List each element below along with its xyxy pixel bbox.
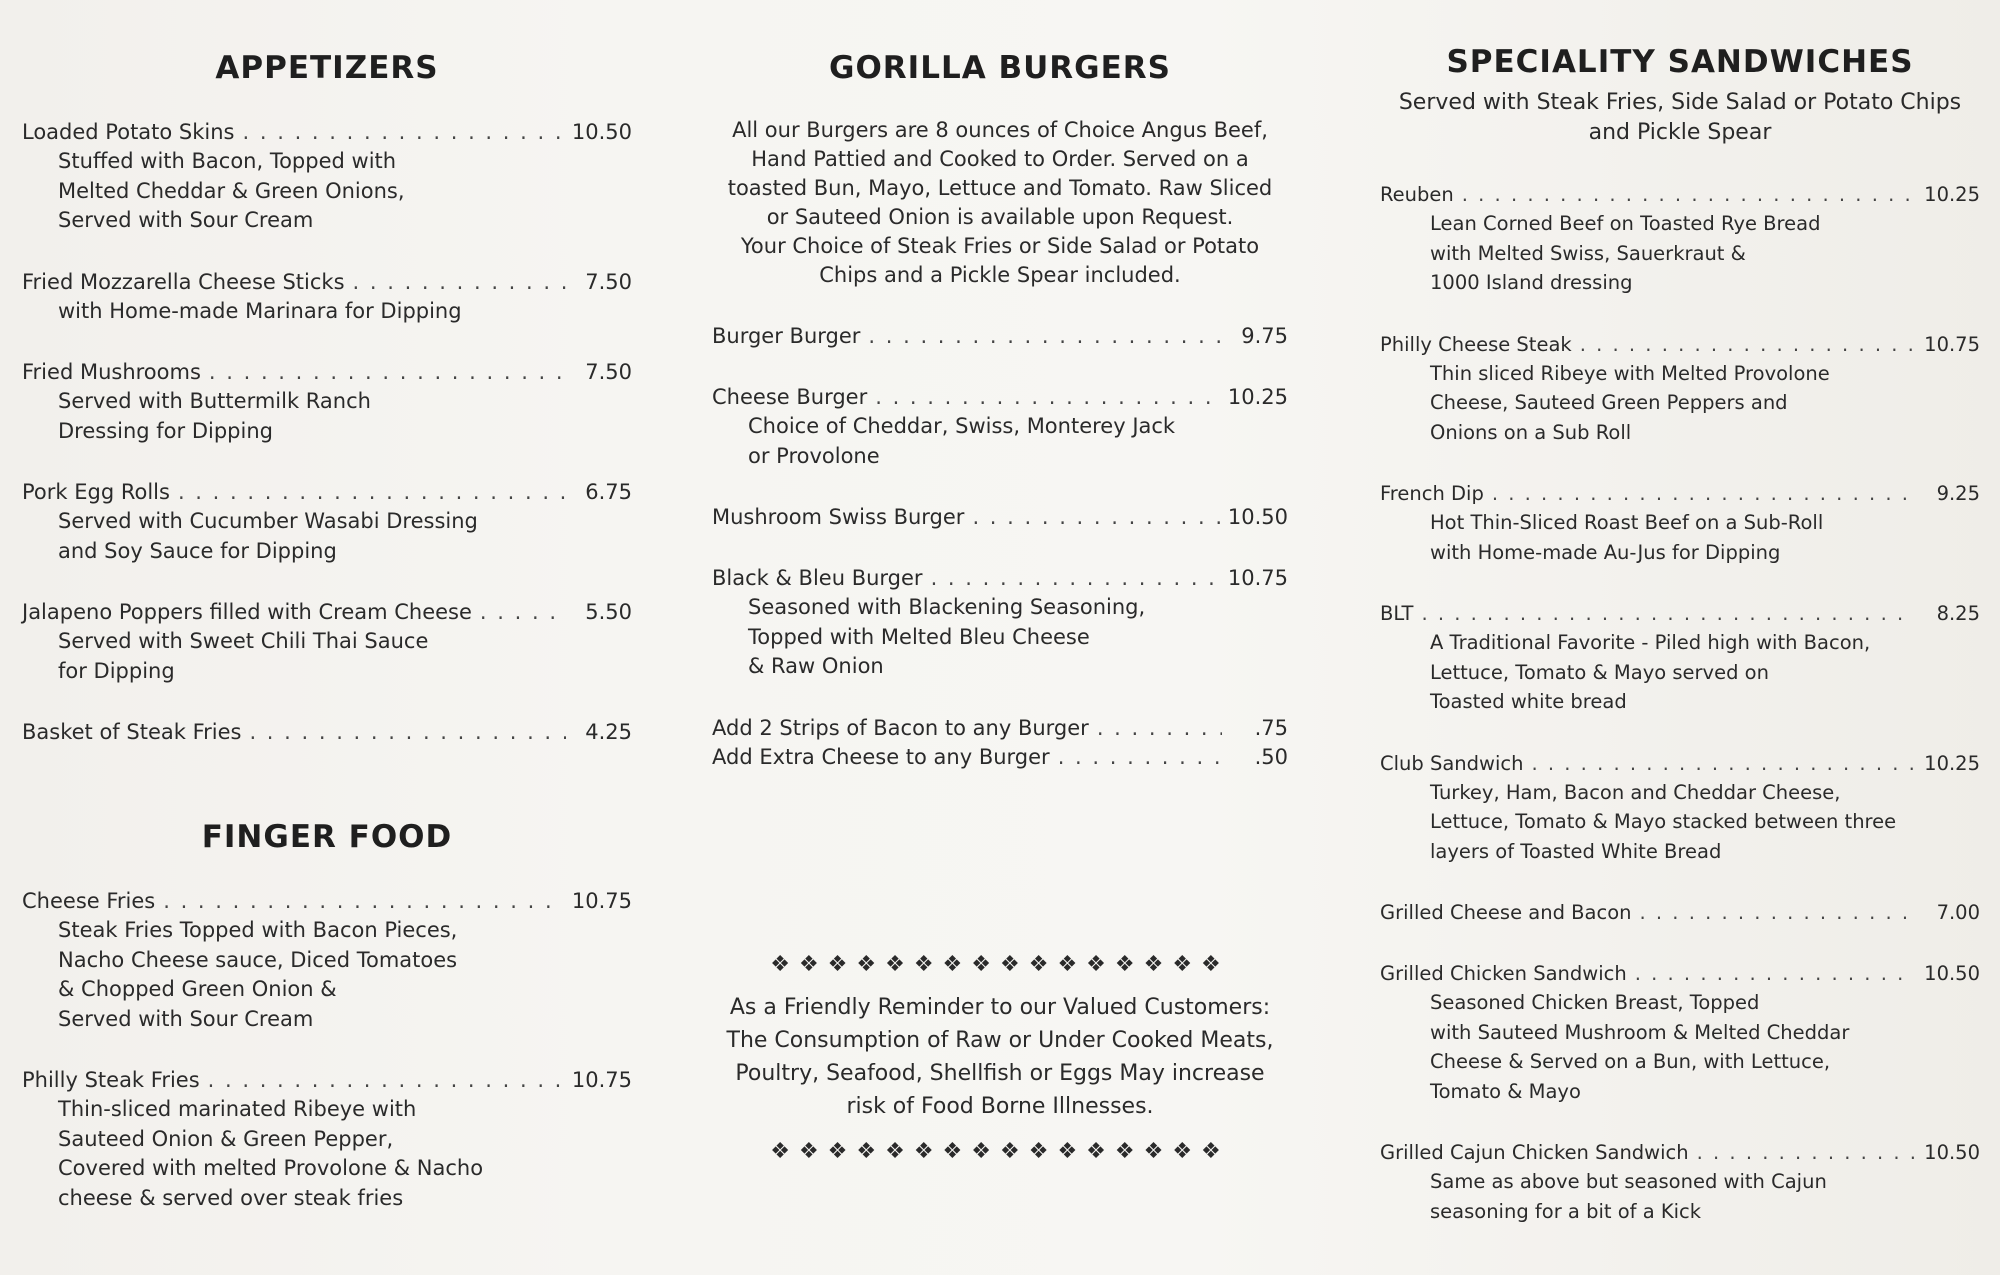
menu-item — [22, 887, 632, 1034]
menu-item — [22, 598, 632, 686]
addons-list — [712, 714, 1288, 772]
dot-leader — [243, 118, 564, 147]
description-line: Served with Buttermilk Ranch — [58, 389, 371, 413]
description-line: Lettuce, Tomato & Mayo stacked between three — [1430, 810, 1897, 833]
menu-item-row — [1380, 898, 1980, 927]
sandwiches-list — [1380, 180, 1980, 1226]
menu-item-row — [712, 322, 1288, 351]
item-name: Club Sandwich — [1380, 751, 1524, 775]
menu-item — [1380, 1138, 1980, 1226]
item-price: 9.25 — [1936, 482, 1980, 505]
description-line: Same as above but seasoned with Cajun — [1430, 1170, 1827, 1193]
menu-item — [22, 358, 632, 446]
addon-price: .50 — [1254, 744, 1288, 769]
intro-line: toasted Bun, Mayo, Lettuce and Tomato. Raw Sliced — [727, 176, 1273, 200]
item-name: Reuben — [1380, 183, 1454, 206]
description-line: Hot Thin-Sliced Roast Beef on a Sub-Roll — [1430, 511, 1824, 534]
item-price: 6.75 — [585, 480, 632, 504]
description-line: with Melted Swiss, Sauerkraut & — [1430, 241, 1746, 265]
menu-item-row — [712, 383, 1288, 412]
addon-name: Add 2 Strips of Bacon to any Burger — [712, 715, 1089, 740]
menu-item — [1380, 330, 1980, 448]
description-line: Nacho Cheese sauce, Diced Tomatoes — [58, 947, 458, 972]
menu-item-row — [1380, 479, 1980, 508]
menu-item-row — [1380, 1138, 1980, 1167]
item-name: Mushroom Swiss Burger — [712, 505, 965, 529]
item-description — [22, 297, 632, 327]
description-line: with Home-made Marinara for Dipping — [58, 298, 462, 323]
item-price: 7.50 — [585, 269, 632, 294]
description-line: layers of Toasted White Bread — [1430, 839, 1722, 863]
addon-row — [712, 743, 1288, 772]
description-line: Dressing for Dipping — [58, 418, 273, 443]
description-line: Choice of Cheddar, Swiss, Monterey Jack — [748, 414, 1176, 438]
reminder-line: The Consumption of Raw or Under Cooked Meats, — [726, 1027, 1274, 1053]
dot-leader — [1697, 1138, 1914, 1167]
burgers-intro — [712, 116, 1288, 290]
dot-leader — [875, 383, 1220, 412]
item-name: Loaded Potato Skins — [22, 120, 235, 144]
description-line: Served with Cucumber Wasabi Dressing — [58, 509, 478, 533]
item-description — [1380, 628, 1980, 717]
description-line: Cheese & Served on a Bun, with Lettuce, — [1430, 1050, 1831, 1073]
description-line: Steak Fries Topped with Bacon Pieces, — [58, 918, 458, 942]
description-line: & Chopped Green Onion & — [58, 977, 337, 1001]
diamond-divider-bottom: ❖❖❖❖❖❖❖❖❖❖❖❖❖❖❖❖ — [770, 1138, 1230, 1164]
item-name: BLT — [1380, 602, 1414, 625]
sandwiches-heading: SPECIALITY SANDWICHES — [1446, 44, 1914, 80]
dot-leader — [480, 598, 566, 627]
menu-item — [22, 268, 632, 327]
dot-leader — [931, 564, 1220, 593]
item-description — [1380, 209, 1980, 298]
item-price: 10.25 — [1924, 751, 1980, 775]
right-column — [1380, 44, 1980, 1226]
menu-item-row — [22, 598, 632, 627]
description-line: Served with Sweet Chili Thai Sauce — [58, 629, 429, 653]
dot-leader — [1531, 749, 1914, 778]
description-line: Thin sliced Ribeye with Melted Provolone — [1430, 361, 1830, 385]
description-line: Seasoned Chicken Breast, Topped — [1430, 991, 1760, 1014]
subtitle-line: Served with Steak Fries, Side Salad or Potato Chips — [1398, 90, 1962, 115]
middle-column — [712, 50, 1288, 1164]
item-name: French Dip — [1380, 482, 1484, 505]
item-description — [1380, 778, 1980, 867]
menu-item-row — [712, 564, 1288, 593]
item-price: 10.75 — [571, 889, 632, 913]
menu-item — [712, 322, 1288, 351]
menu-item — [712, 503, 1288, 532]
item-name: Basket of Steak Fries — [22, 720, 242, 744]
intro-line: Chips and a Pickle Spear included. — [819, 263, 1181, 287]
item-name: Cheese Fries — [22, 889, 156, 913]
description-line: for Dipping — [58, 658, 175, 683]
description-line: Covered with melted Provolone & Nacho — [58, 1156, 484, 1180]
dot-leader — [868, 322, 1222, 351]
item-price: 10.75 — [1924, 332, 1980, 356]
item-price: 8.25 — [1936, 602, 1980, 625]
dot-leader — [1580, 330, 1914, 359]
item-price: 7.00 — [1936, 901, 1980, 924]
dot-leader — [1421, 599, 1914, 628]
reminder-line: risk of Food Borne Illnesses. — [846, 1093, 1154, 1119]
description-line: Thin-sliced marinated Ribeye with — [58, 1097, 417, 1121]
item-name: Pork Egg Rolls — [22, 480, 170, 504]
addon-row — [712, 714, 1288, 743]
dot-leader — [972, 503, 1219, 532]
menu-item — [22, 1066, 632, 1213]
menu-item-row — [1380, 749, 1980, 778]
dot-leader — [1058, 743, 1222, 772]
description-line: with Home-made Au-Jus for Dipping — [1430, 540, 1781, 564]
description-line: Melted Cheddar & Green Onions, — [58, 178, 405, 203]
menu-item-row — [1380, 180, 1980, 209]
description-line: Cheese, Sauteed Green Peppers and — [1430, 391, 1788, 414]
description-line: & Raw Onion — [748, 654, 884, 678]
dot-leader — [208, 1066, 564, 1095]
menu-item-row — [22, 358, 632, 387]
dot-leader — [353, 268, 566, 297]
dot-leader — [249, 718, 566, 747]
item-price: 10.50 — [1924, 1141, 1980, 1164]
item-price: 10.25 — [1924, 183, 1980, 206]
intro-line: Hand Pattied and Cooked to Order. Served on a — [751, 147, 1249, 171]
item-name: Fried Mushrooms — [22, 360, 201, 384]
left-column — [22, 50, 632, 1213]
description-line: Toasted white bread — [1430, 690, 1627, 713]
dot-leader — [1097, 714, 1222, 743]
item-name: Cheese Burger — [712, 385, 868, 409]
item-price: 10.50 — [1924, 962, 1980, 985]
burgers-heading: GORILLA BURGERS — [829, 50, 1171, 86]
description-line: or Provolone — [748, 443, 880, 468]
item-description — [712, 412, 1288, 471]
burgers-list — [712, 322, 1288, 682]
item-description — [1380, 988, 1980, 1106]
item-price: 10.50 — [1227, 505, 1288, 529]
menu-item-row — [712, 503, 1288, 532]
item-description — [712, 593, 1288, 682]
reminder-line: Poultry, Seafood, Shellfish or Eggs May increase — [735, 1060, 1265, 1086]
dot-leader — [178, 478, 566, 507]
menu-item-row — [22, 718, 632, 747]
menu-item-row — [22, 1066, 632, 1095]
menu-item-row — [1380, 330, 1980, 359]
diamond-divider-top: ❖❖❖❖❖❖❖❖❖❖❖❖❖❖❖❖ — [770, 951, 1230, 977]
item-name: Grilled Chicken Sandwich — [1380, 962, 1627, 985]
item-description — [22, 916, 632, 1034]
item-price: 4.25 — [585, 720, 632, 744]
description-line: Sauteed Onion & Green Pepper, — [58, 1126, 394, 1151]
menu-item-row — [22, 268, 632, 297]
description-line: Topped with Melted Bleu Cheese — [748, 624, 1090, 649]
finger-food-list — [22, 887, 632, 1213]
sandwiches-subtitle — [1380, 88, 1980, 148]
description-line: seasoning for a bit of a Kick — [1430, 1199, 1702, 1223]
description-line: with Sauteed Mushroom & Melted Cheddar — [1430, 1020, 1850, 1044]
menu-item — [1380, 479, 1980, 567]
description-line: Lettuce, Tomato & Mayo served on — [1430, 660, 1769, 684]
addon-name: Add Extra Cheese to any Burger — [712, 744, 1050, 769]
menu-item — [1380, 180, 1980, 298]
intro-line: All our Burgers are 8 ounces of Choice Angus Beef, — [732, 118, 1268, 142]
item-description — [22, 387, 632, 446]
menu-item — [1380, 959, 1980, 1106]
intro-line: or Sauteed Onion is available upon Request. — [766, 205, 1234, 229]
description-line: Stuffed with Bacon, Topped with — [58, 149, 397, 173]
dot-leader — [1492, 479, 1914, 508]
menu-item — [22, 118, 632, 236]
addon-price: .75 — [1254, 715, 1288, 740]
item-description — [22, 147, 632, 236]
item-price: 10.50 — [571, 120, 632, 144]
intro-line: Your Choice of Steak Fries or Side Salad or Potato — [740, 234, 1260, 258]
item-name: Philly Cheese Steak — [1380, 332, 1572, 356]
item-name: Black & Bleu Burger — [712, 566, 923, 590]
item-price: 10.75 — [571, 1068, 632, 1092]
item-price: 7.50 — [585, 360, 632, 384]
menu-item-row — [22, 887, 632, 916]
description-line: Served with Sour Cream — [58, 208, 314, 232]
description-line: A Traditional Favorite - Piled high with Bacon, — [1430, 631, 1871, 654]
menu-item — [22, 478, 632, 566]
food-safety-reminder — [712, 991, 1288, 1123]
dot-leader — [1640, 898, 1914, 927]
dot-leader — [209, 358, 566, 387]
item-name: Grilled Cheese and Bacon — [1380, 901, 1632, 924]
item-price: 10.25 — [1227, 385, 1288, 409]
menu-item-row — [22, 118, 632, 147]
description-line: Turkey, Ham, Bacon and Cheddar Cheese, — [1430, 780, 1841, 804]
item-name: Fried Mozzarella Cheese Sticks — [22, 269, 345, 294]
item-name: Burger Burger — [712, 324, 861, 348]
reminder-box — [712, 952, 1288, 1164]
item-description — [22, 1095, 632, 1213]
menu-item — [22, 718, 632, 747]
item-name: Jalapeno Poppers filled with Cream Cheese — [22, 600, 472, 624]
dot-leader — [1635, 959, 1914, 988]
description-line: cheese & served over steak fries — [58, 1185, 404, 1210]
item-description — [1380, 359, 1980, 448]
dot-leader — [163, 887, 564, 916]
reminder-line: As a Friendly Reminder to our Valued Customers: — [729, 994, 1271, 1020]
description-line: Served with Sour Cream — [58, 1006, 314, 1031]
finger-food-heading: FINGER FOOD — [201, 819, 453, 855]
item-description — [1380, 508, 1980, 567]
subtitle-line: and Pickle Spear — [1588, 120, 1772, 145]
appetizers-list — [22, 118, 632, 747]
description-line: Lean Corned Beef on Toasted Rye Bread — [1430, 212, 1821, 235]
menu-item-row — [1380, 959, 1980, 988]
menu-item-row — [1380, 599, 1980, 628]
appetizers-heading: APPETIZERS — [215, 50, 439, 86]
item-price: 5.50 — [585, 600, 632, 624]
description-line: Seasoned with Blackening Seasoning, — [748, 595, 1146, 619]
description-line: Onions on a Sub Roll — [1430, 420, 1632, 444]
description-line: Tomato & Mayo — [1430, 1079, 1581, 1103]
dot-leader — [1462, 180, 1914, 209]
item-price: 10.75 — [1227, 566, 1288, 590]
description-line: 1000 Island dressing — [1430, 271, 1633, 294]
menu-item — [712, 383, 1288, 471]
item-price: 9.75 — [1241, 324, 1288, 348]
item-name: Philly Steak Fries — [22, 1068, 200, 1092]
description-line: and Soy Sauce for Dipping — [58, 538, 337, 563]
item-description — [22, 507, 632, 566]
item-name: Grilled Cajun Chicken Sandwich — [1380, 1141, 1689, 1164]
menu-item — [1380, 749, 1980, 867]
menu-item — [1380, 898, 1980, 927]
menu-item — [1380, 599, 1980, 717]
menu-item — [712, 564, 1288, 682]
item-description — [22, 627, 632, 686]
menu-item-row — [22, 478, 632, 507]
item-description — [1380, 1167, 1980, 1226]
